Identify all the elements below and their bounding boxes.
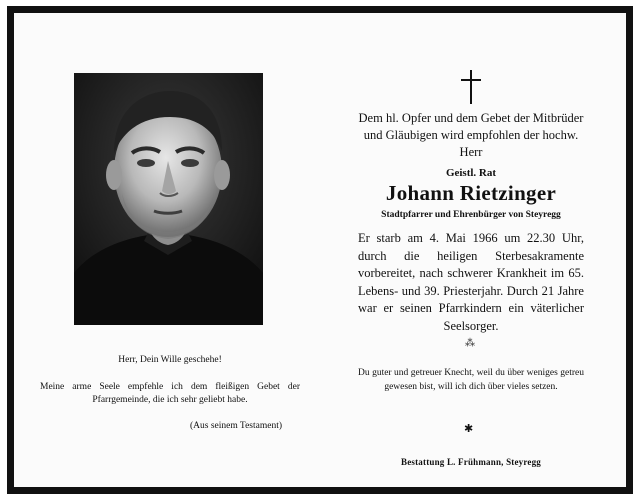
portrait-image (74, 73, 263, 325)
intro-text: Dem hl. Opfer und dem Gebet der Mitbrüder und Gläubigen wird empfohlen der hochw. Herr (358, 111, 584, 159)
portrait-photo (74, 73, 263, 325)
death-notice: Er starb am 4. Mai 1966 um 22.30 Uhr, durch die heiligen Sterbesakramente vorbereitet, nach schwerer Krankheit im 65. Lebens- und 39. Priesterjahr. Durch 21 Jahre war er seinen Pfarrkindern ein väterlicher Seelsorger. (358, 231, 584, 333)
clerical-rank: Geistl. Rat (445, 167, 497, 179)
testament-note: (Aus seinem Testament) (189, 421, 282, 431)
funeral-home: Bestattung L. Frühmann, Steyregg (401, 457, 541, 467)
deceased-name: Johann Rietzinger (385, 181, 557, 205)
motto: Herr, Dein Wille geschehe! (118, 355, 222, 365)
star-ornament-icon: ✱ (464, 423, 474, 435)
deceased-role: Stadtpfarrer und Ehrenbürger von Steyregg (381, 210, 561, 220)
soul-prayer: Meine arme Seele empfehle ich dem fleißigen Gebet der Pfarrgemeinde, die ich sehr geliebt habe. (40, 382, 300, 405)
small-asterisk-icon: ⁂ (465, 338, 475, 349)
cross-icon (460, 70, 482, 104)
bible-verse: Du guter und getreuer Knecht, weil du über weniges getreu gewesen bist, will ich dich über vieles setzen. (358, 368, 584, 392)
